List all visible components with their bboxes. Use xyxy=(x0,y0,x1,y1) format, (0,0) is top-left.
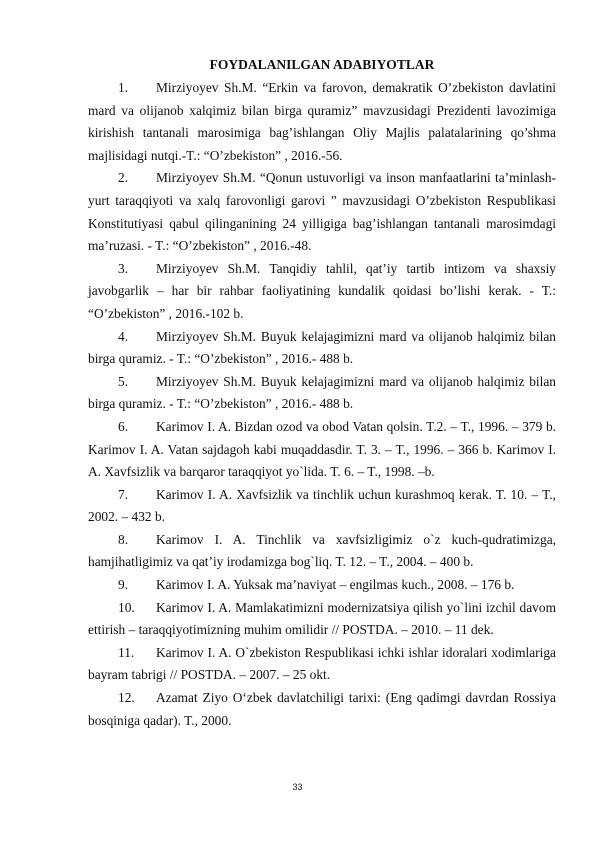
reference-number: 12. xyxy=(118,690,135,706)
page-number: 33 xyxy=(292,782,303,792)
reference-number: 2. xyxy=(118,170,129,186)
reference-text: Karimov I. A. Mamlakatimizni modernizatsiya qilish yo`lini izchil davom ettirish – taraqqiyotimizning muhim omilidir // POSTDA. – 2010. – 11 dek. xyxy=(88,599,556,638)
page-title: FOYDALANILGAN ADABIYOTLAR xyxy=(209,57,435,72)
reference-item-8 xyxy=(88,529,556,574)
reference-number: 3. xyxy=(118,260,129,276)
reference-number: 11. xyxy=(118,644,135,660)
reference-text: Mirziyoyev Sh.M. “Erkin va farovon, demakratik O’zbekiston davlatini mard va olijanob xalqimiz bilan birga quramiz” mavzusidagi Prezidenti lavozimiga kirishish tantanali marosimiga bag’ishlangan Oliy Majlis palatalarining qo’shma majlisidagi nutqi.-T.: “O’zbekiston” , 2016.-56. xyxy=(88,80,556,163)
reference-text: Mirziyoyev Sh.M. “Qonun ustuvorligi va inson manfaatlarini ta’minlash-yurt taraqqiyoti va xalq farovonligi garovi ” mavzusidagi O’zbekiston Respublikasi Konstitutiyasi qabul qilinganining 24 yilligiga bag’ishlangan tantanali marosimdagi ma’ruzasi. - T.: “O’zbekiston” , 2016.-48. xyxy=(88,170,556,254)
reference-number: 7. xyxy=(118,486,129,502)
reference-number: 1. xyxy=(118,80,129,95)
reference-text: Mirziyoyev Sh.M. Buyuk kelajagimizni mard va olijanob halqimiz bilan birga quramiz. - T.: “O’zbekiston” , 2016.- 488 b. xyxy=(88,373,556,412)
document-page xyxy=(88,56,556,732)
reference-item-4 xyxy=(88,326,556,371)
reference-number: 4. xyxy=(118,328,129,344)
reference-item-9 xyxy=(88,574,556,597)
reference-item-11 xyxy=(88,642,556,687)
reference-number: 5. xyxy=(118,373,129,389)
reference-text: Mirziyoyev Sh.M. Buyuk kelajagimizni mard va olijanob halqimiz bilan birga quramiz. - T.: “O’zbekiston” , 2016.- 488 b. xyxy=(88,328,556,367)
reference-number: 8. xyxy=(118,531,129,547)
reference-item-7 xyxy=(88,484,556,529)
reference-item-12 xyxy=(88,687,556,732)
reference-item-3 xyxy=(88,258,556,326)
reference-text: Azamat Ziyo O‘zbek davlatchiligi tarixi: (Eng qadimgi davrdan Rossiya bosqiniga qadar). T., 2000. xyxy=(88,690,556,728)
reference-text: Karimov I. A. Tinchlik va xavfsizligimiz o`z kuch-qudratimizga, hamjihatligimiz va qat’iy irodamizga bog`liq. T. 12. – T., 2004. – 400 b. xyxy=(88,531,556,570)
reference-text: Mirziyoyev Sh.M. Tanqidiy tahlil, qat’iy tartib intizom va shaxsiy javobgarlik – har bir rahbar faoliyatining kundalik qoidasi bo’lishi kerak. - T.: “O’zbekiston” , 2016.-102 b. xyxy=(88,260,556,321)
reference-item-6 xyxy=(88,416,556,484)
reference-text: Karimov I. A. O`zbekiston Respublikasi ichki ishlar idoralari xodimlariga bayram tabrigi // POSTDA. – 2007. – 25 okt. xyxy=(88,644,556,683)
reference-number: 9. xyxy=(118,577,129,593)
reference-list xyxy=(88,77,556,732)
reference-text: Karimov I. A. Xavfsizlik va tinchlik uchun kurashmoq kerak. T. 10. – T., 2002. – 432 b. xyxy=(88,486,556,525)
reference-item-5 xyxy=(88,371,556,416)
reference-text: Karimov I. A. Yuksak ma’naviyat – engilmas kuch., 2008. – 176 b. xyxy=(156,577,515,593)
reference-number: 6. xyxy=(118,418,129,434)
reference-item-1 xyxy=(88,77,556,167)
reference-item-10 xyxy=(88,597,556,642)
reference-item-2 xyxy=(88,167,556,257)
reference-number: 10. xyxy=(118,599,135,615)
reference-text: Karimov I. A. Bizdan ozod va obod Vatan qolsin. T.2. – T., 1996. – 379 b. Karimov I. A. Vatan sajdagoh kabi muqaddasdir. T. 3. – T., 1996. – 366 b. Karimov I. A. Xavfsizlik va barqaror taraqqiyot yo`lida. T. 6. – T., 1998. –b. xyxy=(88,418,556,480)
